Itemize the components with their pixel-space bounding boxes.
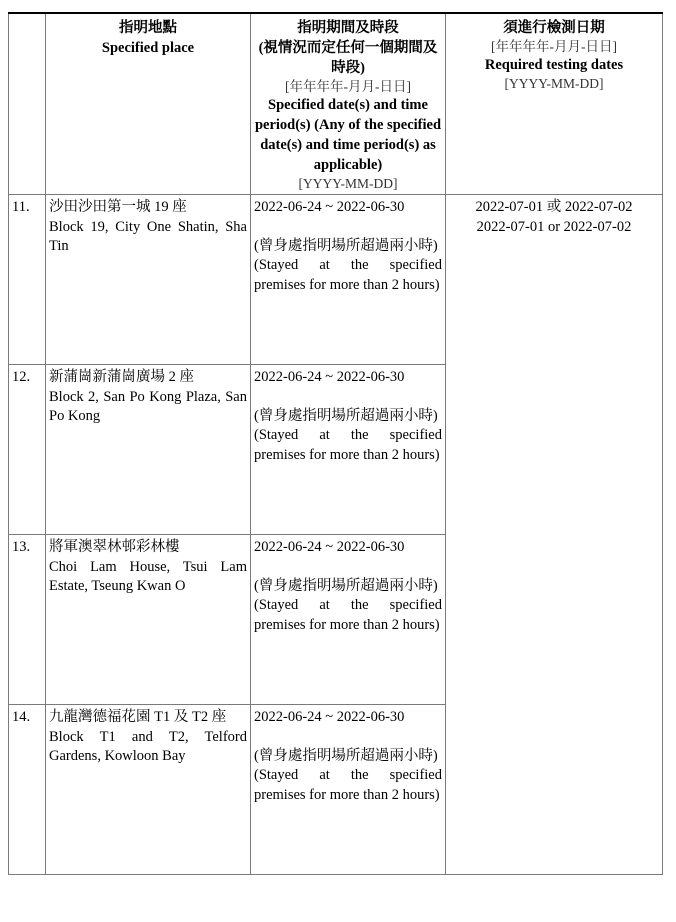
place-cell <box>46 535 251 705</box>
place-name-zh: 九龍灣德福花園 T1 及 T2 座 <box>49 709 227 725</box>
period-range: 2022-06-24 ~ 2022-06-30 <box>254 709 405 725</box>
place-name-en: Choi Lam House, Tsui Lam Estate, Tseung Kwan O <box>49 558 247 594</box>
testing-dates-zh: 2022-07-01 或 2022-07-02 <box>475 199 633 215</box>
testing-dates-en: 2022-07-01 or 2022-07-02 <box>476 218 632 235</box>
place-cell <box>46 195 251 365</box>
period-range: 2022-06-24 ~ 2022-06-30 <box>254 199 405 215</box>
row-number: 13. <box>9 535 46 705</box>
testing-dates-cell <box>446 195 663 875</box>
row-number: 12. <box>9 365 46 535</box>
period-cell <box>251 365 446 535</box>
row-number: 14. <box>9 705 46 875</box>
period-note-zh: (曾身處指明場所超過兩小時) <box>254 577 438 594</box>
place-name-zh: 沙田沙田第一城 19 座 <box>49 199 187 215</box>
header-place-en: Specified place <box>101 40 195 56</box>
period-note-en: (Stayed at the specified premises for more than 2 hours) <box>254 427 442 463</box>
period-note-en: (Stayed at the specified premises for more than 2 hours) <box>254 597 442 633</box>
table-row <box>9 195 663 365</box>
header-number-cell <box>9 13 46 195</box>
period-note-zh: (曾身處指明場所超過兩小時) <box>254 747 438 764</box>
place-name-en: Block 2, San Po Kong Plaza, San Po Kong <box>49 388 247 424</box>
period-note-zh: (曾身處指明場所超過兩小時) <box>254 407 438 424</box>
place-name-zh: 新蒲崗新蒲崗廣場 2 座 <box>49 369 194 385</box>
header-period-zh-line2: (視情況而定任何一個期間及時段) <box>258 40 438 76</box>
header-period-format-en: [YYYY-MM-DD] <box>298 176 398 191</box>
period-cell <box>251 705 446 875</box>
header-period-cell <box>251 13 446 195</box>
place-name-en: Block T1 and T2, Telford Gardens, Kowloon Bay <box>49 728 247 764</box>
place-name-en: Block 19, City One Shatin, Sha Tin <box>49 218 247 254</box>
header-dates-en: Required testing dates <box>484 57 624 73</box>
header-dates-cell <box>446 13 663 195</box>
place-cell <box>46 705 251 875</box>
row-number: 11. <box>9 195 46 365</box>
period-cell <box>251 195 446 365</box>
header-dates-format-en: [YYYY-MM-DD] <box>504 76 604 91</box>
period-range: 2022-06-24 ~ 2022-06-30 <box>254 539 405 555</box>
specified-places-table <box>8 12 663 875</box>
header-period-zh-line1: 指明期間及時段 <box>297 20 399 36</box>
period-cell <box>251 535 446 705</box>
header-place-zh: 指明地點 <box>119 20 177 36</box>
header-dates-format-zh: [年年年年-月月-日日] <box>491 39 617 54</box>
place-cell <box>46 365 251 535</box>
period-range: 2022-06-24 ~ 2022-06-30 <box>254 369 405 385</box>
header-dates-zh: 須進行檢測日期 <box>503 20 605 36</box>
place-name-zh: 將軍澳翠林邨彩林樓 <box>49 539 180 555</box>
period-note-zh: (曾身處指明場所超過兩小時) <box>254 237 438 254</box>
header-period-en: Specified date(s) and time period(s) (Any of the specified date(s) and time period(s) as applicable) <box>254 97 442 173</box>
period-note-en: (Stayed at the specified premises for more than 2 hours) <box>254 257 442 293</box>
table-header-row <box>9 13 663 195</box>
period-note-en: (Stayed at the specified premises for more than 2 hours) <box>254 767 442 803</box>
header-period-format-zh: [年年年年-月月-日日] <box>285 79 411 94</box>
header-place-cell <box>46 13 251 195</box>
